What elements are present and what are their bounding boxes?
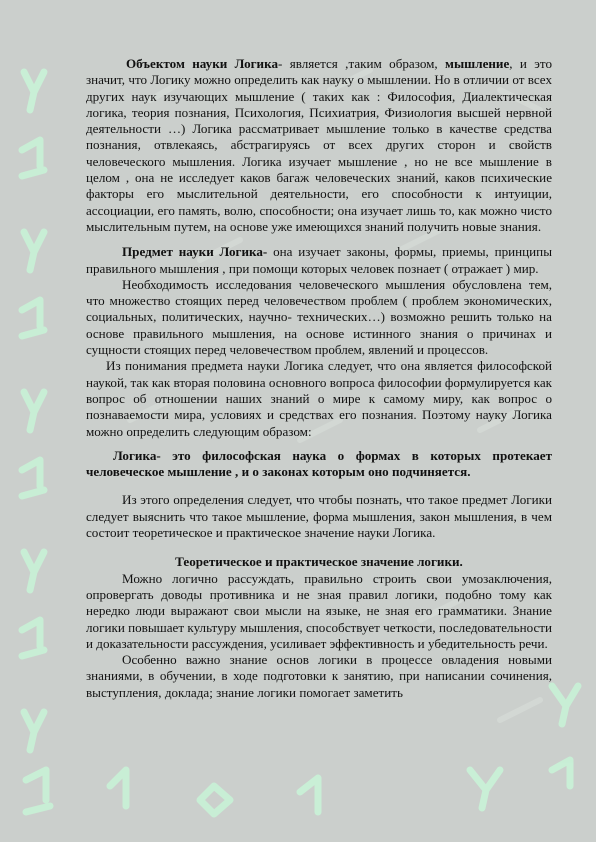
paragraph-necessity: Необходимость исследования человеческого мышления обусловлена тем, что множество стоящих перед человечеством проблем ( проблем экономических, социальных, политических, научно- технических…) возможно решить только на основе правильного мышления, на основе истинного знания о причинах и сущности стоящих перед человечеством проблем, явлений и процессов.	[86, 276, 552, 358]
watermark-mark	[24, 552, 44, 590]
paragraph-philosophy: Из понимания предмета науки Логика следует, что она является философской наукой, так как вторая половина основного вопроса философии формулируется как вопрос об отношении наших знаний о мире к самому миру, как вопрос о познаваемости мира, условиях и средствах его познания. Поэтому науку Логика можно определить следующим образом:	[86, 358, 552, 439]
term-object: Объектом науки Логика	[126, 56, 278, 71]
watermark-mark	[200, 786, 230, 814]
term-thinking: мышление	[445, 56, 510, 71]
watermark-mark	[552, 760, 570, 786]
watermark-mark	[110, 770, 126, 806]
watermark-mark	[22, 300, 44, 336]
watermark-mark	[24, 392, 44, 430]
watermark-mark	[300, 778, 318, 812]
paragraph-practical: Можно логично рассуждать, правильно строить свои умозаключения, опровергать доводы противника и не зная правил логики, подобно тому как нередко люди выражают свои мысли на языке, не зная его грамматики. Знание логики повышает культуру мышления, способствует четкости, последовательности и доказательности рассуждения, усиливает эффективность и убедительность речи.	[86, 570, 552, 651]
watermark-mark	[22, 620, 44, 656]
definition-logic: Логика- это философская наука о формах в которых протекает человеческое мышление , и о законах которым оно подчиняется.	[86, 447, 552, 480]
paragraph-subject	[86, 244, 552, 277]
paragraph-importance: Особенно важно знание основ логики в процессе овладения новыми знаниями, в обучении, в ходе подготовки к занятию, при написании сочинения, выступления, доклада; знание логики помогает заметить	[86, 652, 552, 700]
paragraph-object	[86, 56, 552, 235]
watermark-mark	[24, 712, 44, 750]
section-heading: Теоретическое и практическое значение логики.	[175, 554, 463, 570]
paragraph-text: , и это значит, что Логику можно определить как науку о мышлении. Но в отличии от всех других наук изучающих мышление ( таких как : Философия, Диалектическая логика, теория познания, Психология, Психиатрия, Физиология высшей нервной деятельности …) Логика рассматривает мышление только в качестве средства познания, отвлекаясь, абстрагируясь от всех других сторон и свойств человеческого мышления. Логика изучает мышление , но не все мышление в целом , она не исследует каков багаж человеческих знаний, каков психические факторы его мыслительной деятельности, его способности к интуиции, ассоциации, его память, волю, способности; она изучает лишь то, как можно чисто мыслительным путем, на основе уже имеющихся знаний получить новые знания.	[86, 56, 552, 234]
paragraph-conclusion: Из этого определения следует, что чтобы познать, что такое предмет Логики следует выяснить что такое мышление, форма мышления, закон мышления, в чем состоит теоретическое и практическое значение науки Логика.	[86, 492, 552, 541]
watermark-mark	[22, 140, 44, 176]
watermark-mark	[500, 700, 540, 720]
term-subject: Предмет науки Логика-	[122, 244, 268, 260]
watermark-mark	[22, 460, 44, 496]
watermark-mark	[552, 686, 578, 724]
watermark-mark	[24, 72, 44, 110]
paragraph-text: - является ,таким образом,	[278, 56, 446, 71]
watermark-mark	[24, 232, 44, 270]
document-body	[86, 56, 552, 701]
watermark-mark	[26, 770, 50, 812]
paragraph-text: она изучает законы, формы, приемы, принципы правильного мышления , при помощи которых человек познает ( отражает ) мир.	[86, 244, 552, 276]
watermark-mark	[470, 770, 500, 808]
